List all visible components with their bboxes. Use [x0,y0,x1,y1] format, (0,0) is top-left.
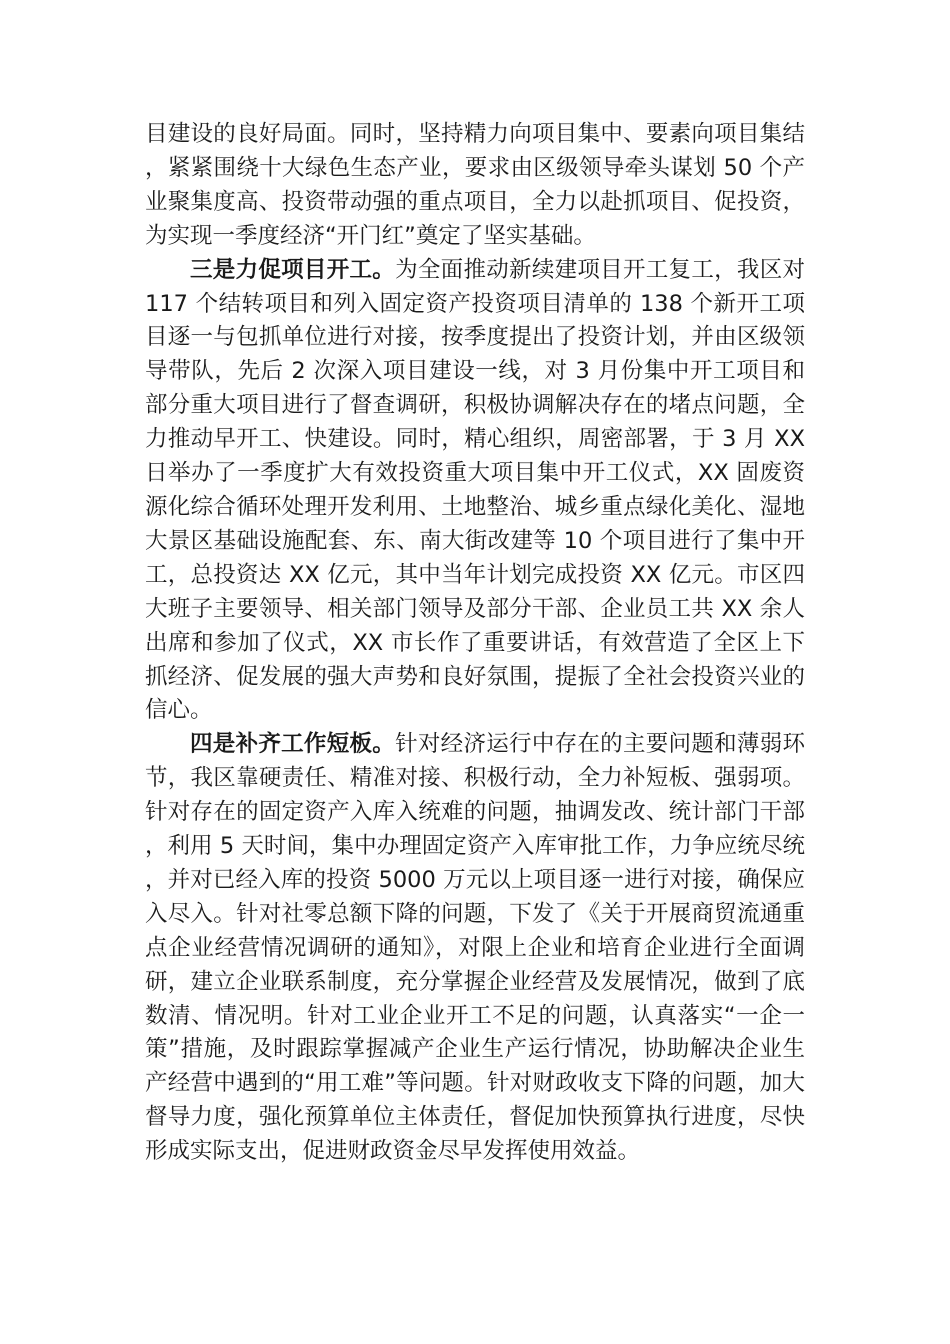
paragraph-text: 目建设的良好局面。同时，坚持精力向项目集中、要素向项目集结，紧紧围绕十大绿色生态产业，要求由区级领导牵头谋划 50 个产业聚集度高、投资带动强的重点项目，全力以赴抓项目、促投资，为实现一季度经济“开门红”奠定了坚实基础。 [145,121,805,249]
paragraph-fill-shortcomings [145,728,805,1169]
paragraph-text: 为全面推动新续建项目开工复工，我区对 117 个结转项目和列入固定资产投资项目清单的 138 个新开工项目逐一与包抓单位进行对接，按季度提出了投资计划，并由区级领导带队，先后 2 次深入项目建设一线，对 3 月份集中开工项目和部分重大项目进行了督查调研，积极协调解决存在的堵点问题，全力推动早开工、快建设。同时，精心组织，周密部署，于 3 月 XX 日举办了一季度扩大有效投资重大项目集中开工仪式，XX 固废资源化综合循环处理开发利用、土地整治、城乡重点绿化美化、湿地大景区基础设施配套、东、南大街改建等 10 个项目进行了集中开工，总投资达 XX 亿元，其中当年计划完成投资 XX 亿元。市区四大班子主要领导、相关部门领导及部分干部、企业员工共 XX 余人出席和参加了仪式，XX 市长作了重要讲话，有效营造了全区上下抓经济、促发展的强大声势和良好氛围，提振了全社会投资兴业的信心。 [145,256,805,724]
paragraph-heading: 三是力促项目开工。 [190,256,396,283]
document-body [145,118,805,1169]
paragraph-text: 针对经济运行中存在的主要问题和薄弱环节，我区靠硬责任、精准对接、积极行动，全力补短板、强弱项。针对存在的固定资产入库入统难的问题，抽调发改、统计部门干部，利用 5 天时间，集中办理固定资产入库审批工作，力争应统尽统，并对已经入库的投资 5000 万元以上项目逐一进行对接，确保应入尽入。针对社零总额下降的问题，下发了《关于开展商贸流通重点企业经营情况调研的通知》，对限上企业和培育企业进行全面调研，建立企业联系制度，充分掌握企业经营及发展情况，做到了底数清、情况明。针对工业企业开工不足的问题，认真落实“一企一策”措施，及时跟踪掌握减产企业生产运行情况，协助解决企业生产经营中遇到的“用工难”等问题。针对财政收支下降的问题，加大督导力度，强化预算单位主体责任，督促加快预算执行进度，尽快形成实际支出，促进财政资金尽早发挥使用效益。 [145,731,805,1165]
paragraph-heading: 四是补齐工作短板。 [190,731,396,758]
paragraph-continuation [145,118,805,254]
paragraph-project-start [145,254,805,729]
